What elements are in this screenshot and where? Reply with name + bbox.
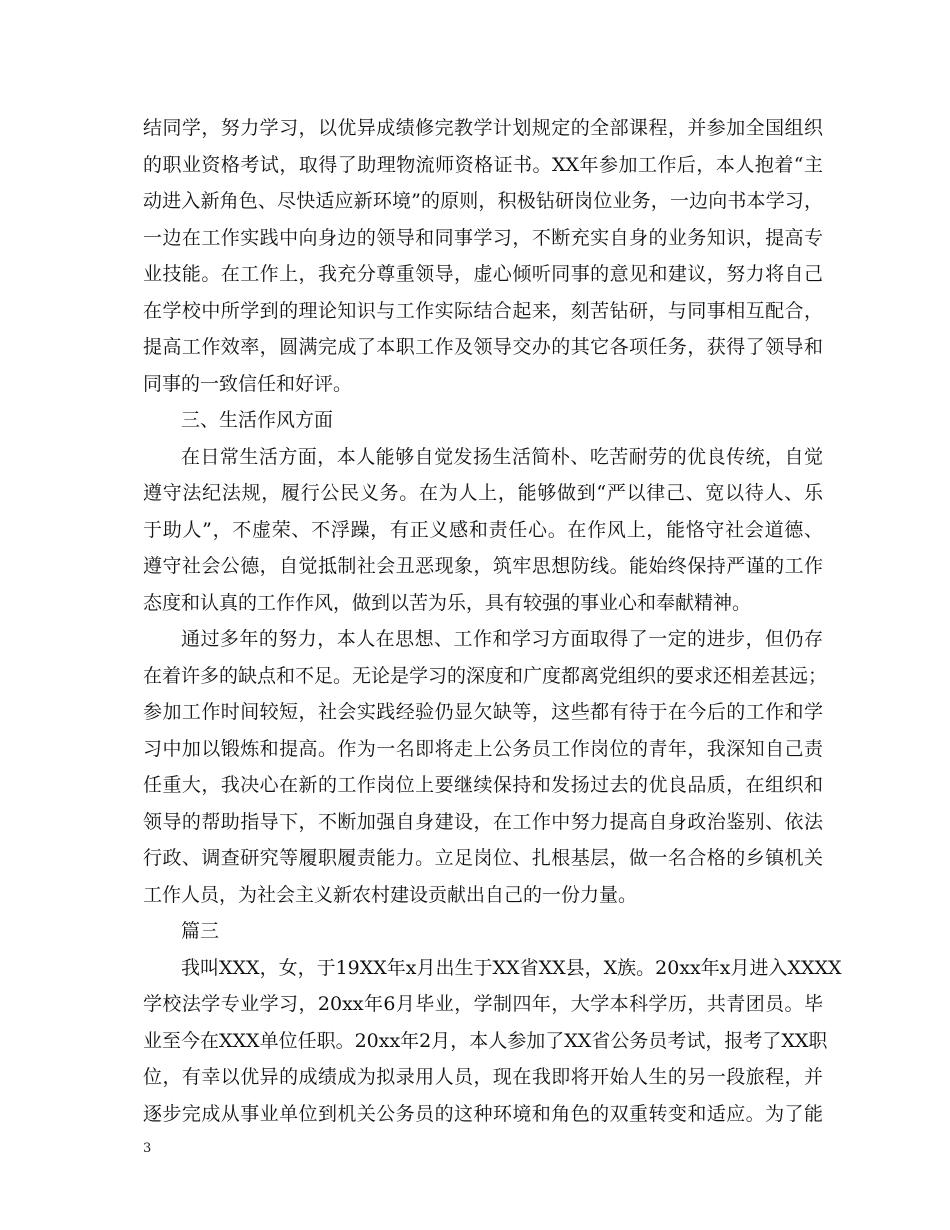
text-line: 一边在工作实践中向身边的领导和同事学习，不断充实自身的业务知识，提高专 (143, 226, 823, 249)
text-line: 遵守法纪法规，履行公民义务。在为人上，能够做到“严以律己、宽以待人、乐 (143, 482, 823, 504)
text-line: 领导的帮助指导下，不断加强自身建设，在工作中努力提高自身政治鉴别、依法 (143, 810, 823, 833)
text-line: 在日常生活方面，本人能够自觉发扬生活简朴、吃苦耐劳的优良传统，自觉 (181, 445, 823, 468)
text-line: 于助人”，不虚荣、不浮躁，有正义感和责任心。在作风上，能恪守社会道德、 (143, 518, 823, 541)
text-line: 篇三 (181, 920, 220, 942)
text-line: 参加工作时间较短，社会实践经验仍显欠缺等，这些都有待于在今后的工作和学 (143, 701, 823, 723)
text-line: 我叫XXX，女，于19XX年x月出生于XX省XX县，X族。20xx年x月进入XXXX (181, 956, 842, 979)
text-line: 任重大，我决心在新的工作岗位上要继续保持和发扬过去的优良品质，在组织和 (143, 774, 823, 796)
text-line: 动进入新角色、尽快适应新环境”的原则，积极钻研岗位业务，一边向书本学习， (143, 190, 823, 212)
text-line: 行政、调查研究等履职履责能力。立足岗位、扎根基层，做一名合格的乡镇机关 (143, 847, 823, 869)
text-line: 逐步完成从事业单位到机关公务员的这种环境和角色的双重转变和适应。为了能 (143, 1102, 823, 1125)
text-line: 在学校中所学到的理论知识与工作实际结合起来，刻苦钻研，与同事相互配合， (143, 299, 823, 322)
text-line: 学校法学专业学习，20xx年6月毕业，学制四年，大学本科学历，共青团员。毕 (143, 993, 823, 1015)
text-line: 业至今在XXX单位任职。20xx年2月，本人参加了XX省公务员考试，报考了XX职 (143, 1029, 828, 1052)
text-line: 提高工作效率，圆满完成了本职工作及领导交办的其它各项任务，获得了领导和 (143, 336, 823, 358)
text-line: 态度和认真的工作作风，做到以苦为乐，具有较强的事业心和奉献精神。 (143, 591, 752, 614)
text-line: 工作人员，为社会主义新农村建设贡献出自己的一份力量。 (143, 883, 638, 906)
body-text (143, 110, 842, 1132)
page-number: 3 (143, 1141, 152, 1156)
text-line: 结同学，努力学习，以优异成绩修完教学计划规定的全部课程，并参加全国组织 (143, 117, 823, 139)
text-line: 习中加以锻炼和提高。作为一名即将走上公务员工作岗位的青年，我深知自己责 (143, 737, 823, 760)
text-line: 通过多年的努力，本人在思想、工作和学习方面取得了一定的进步，但仍存 (181, 628, 823, 650)
text-line: 业技能。在工作上，我充分尊重领导，虚心倾听同事的意见和建议，努力将自己 (143, 263, 823, 285)
text-line: 同事的一致信任和好评。 (143, 372, 353, 395)
text-line: 位，有幸以优异的成绩成为拟录用人员，现在我即将开始人生的另一段旅程，并 (143, 1066, 823, 1088)
text-line: 的职业资格考试，取得了助理物流师资格证书。XX年参加工作后，本人抱着“主 (143, 153, 823, 176)
text-line: 在着许多的缺点和不足。无论是学习的深度和广度都离党组织的要求还相差甚远； (143, 664, 828, 687)
text-line: 遵守社会公德，自觉抵制社会丑恶现象，筑牢思想防线。能始终保持严谨的工作 (143, 555, 823, 577)
text-line: 三、生活作风方面 (181, 409, 334, 431)
